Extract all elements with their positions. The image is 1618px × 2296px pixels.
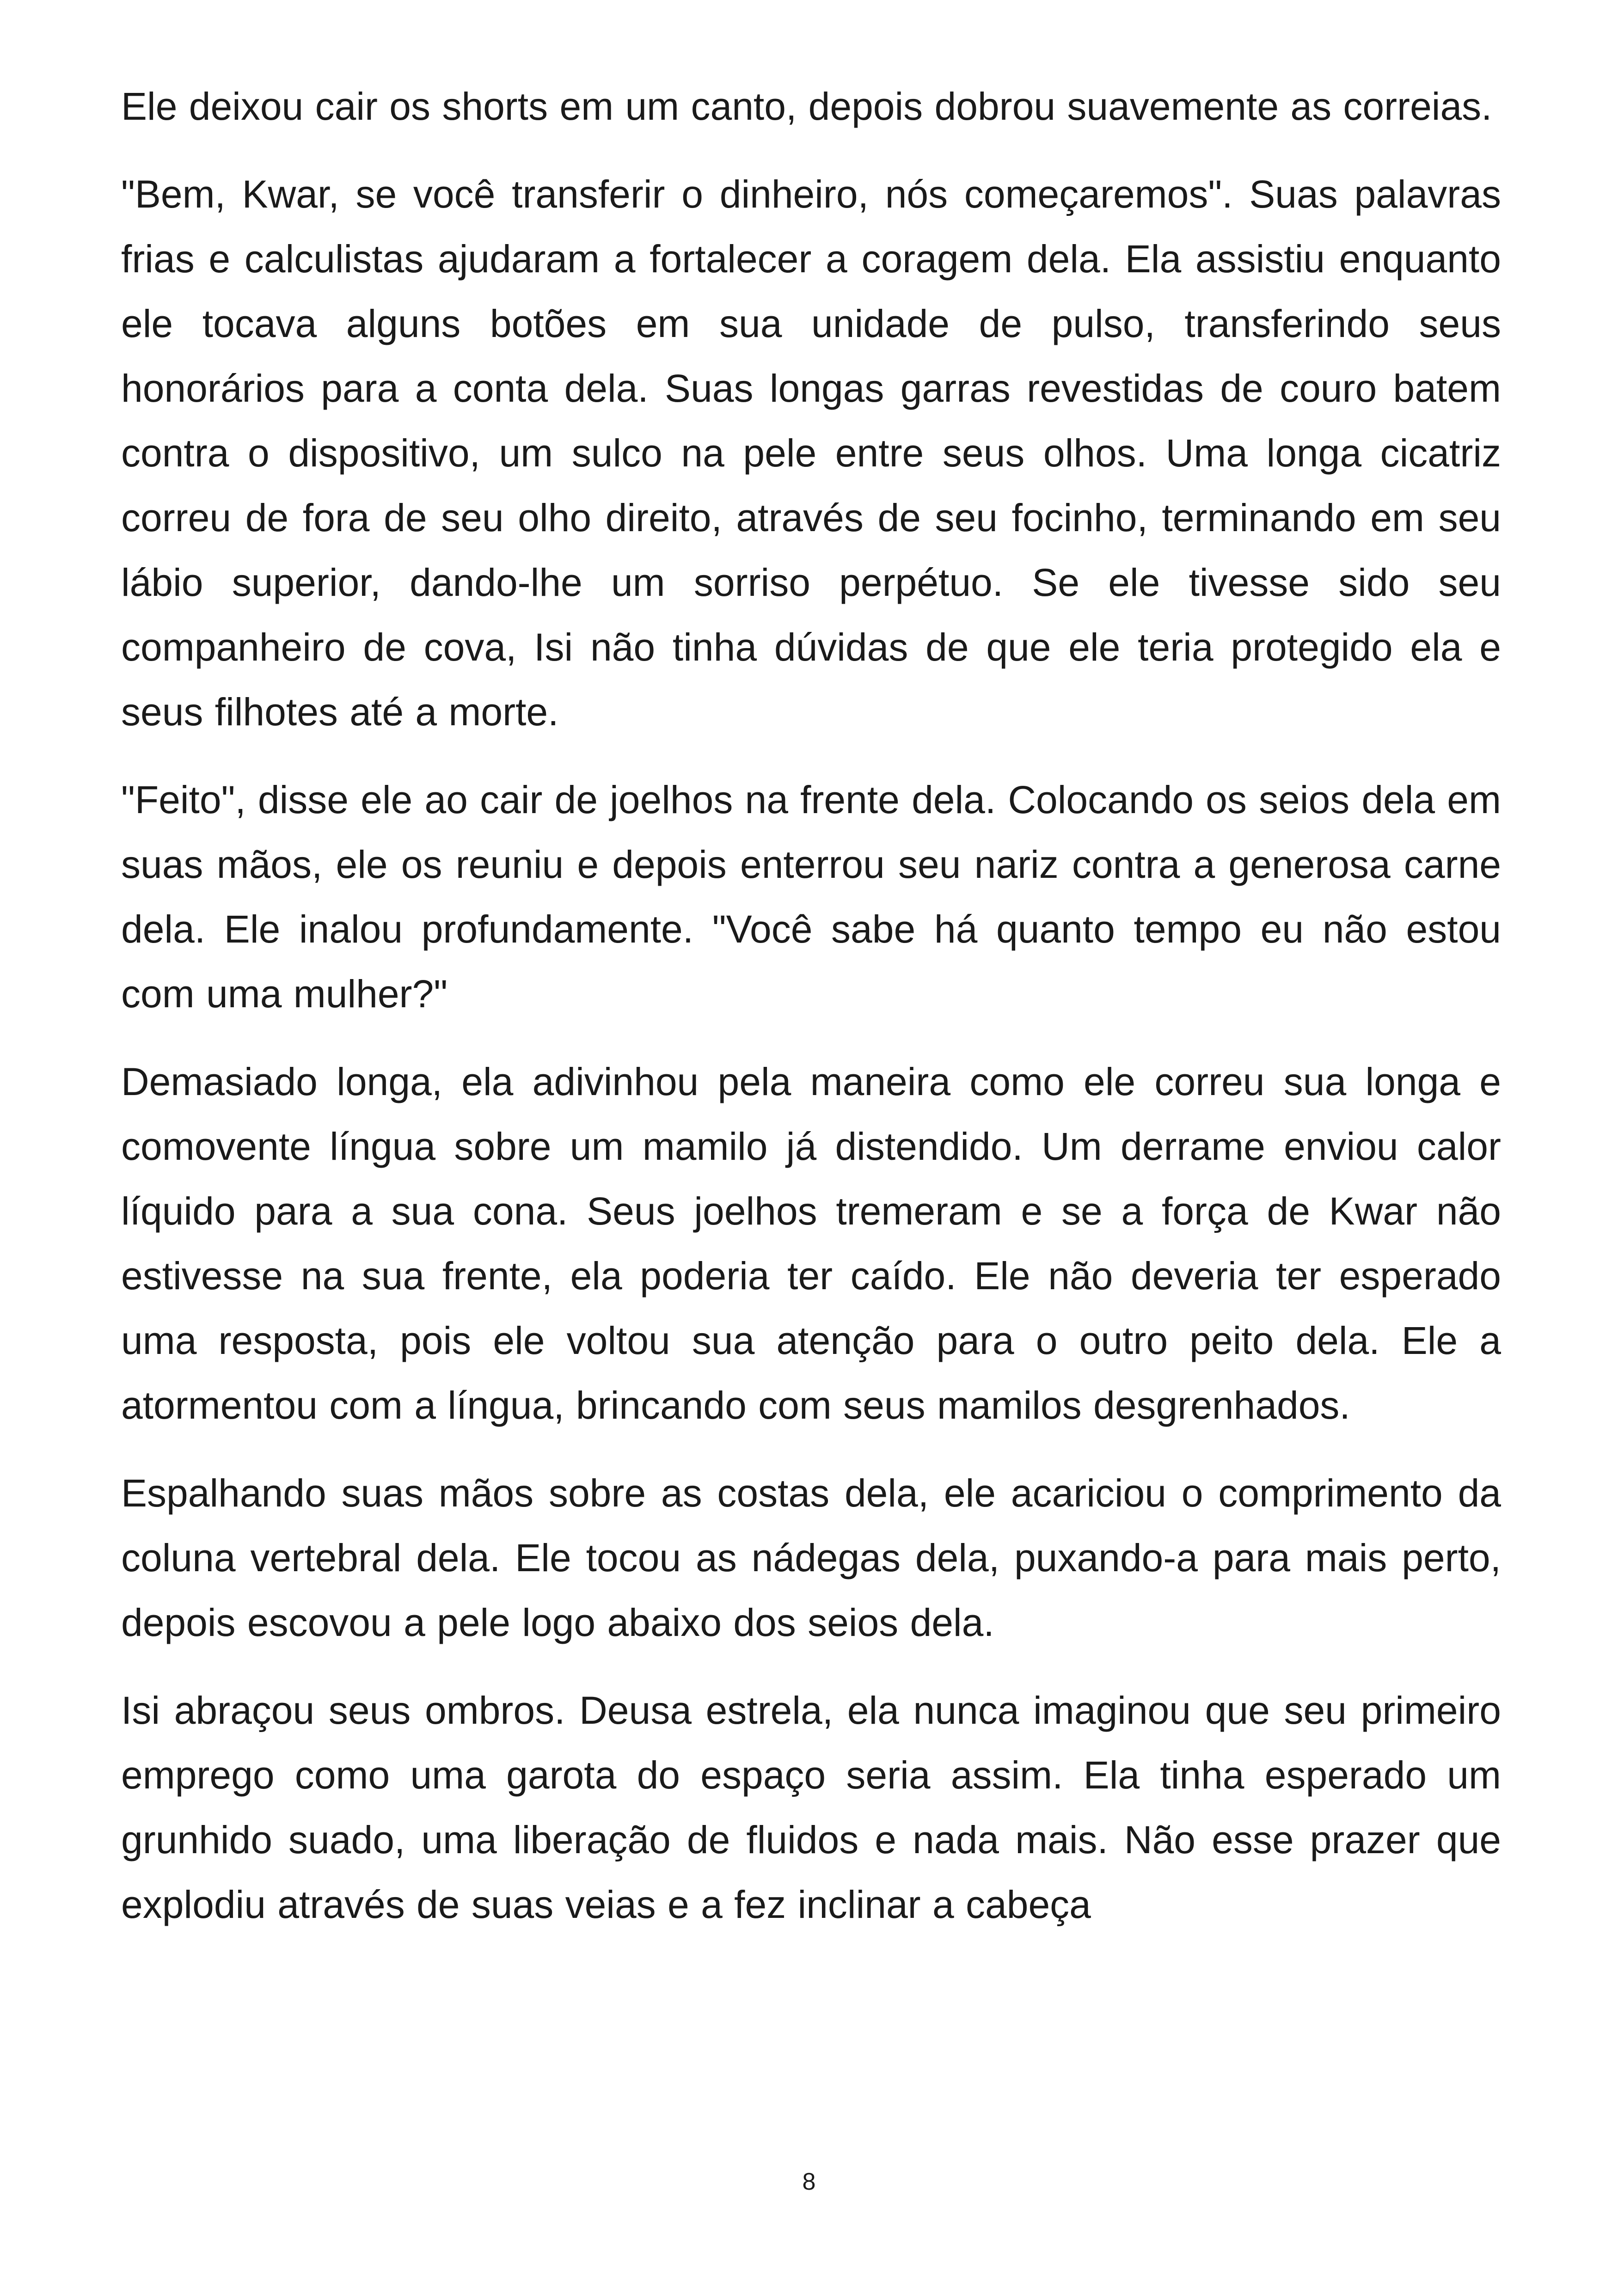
paragraph: Demasiado longa, ela adivinhou pela maneira como ele correu sua longa e comovente língua sobre um mamilo já distendido. Um derrame enviou calor líquido para a sua cona. Seus joelhos tremeram e se a força de Kwar não estivesse na sua frente, ela poderia ter caído. Ele não deveria ter esperado uma resposta, pois ele voltou sua atenção para o outro peito dela. Ele a atormentou com a língua, brincando com seus mamilos desgrenhados. xyxy=(121,1060,1501,1427)
paragraph: "Bem, Kwar, se você transferir o dinheiro, nós começaremos". Suas palavras frias e calculistas ajudaram a fortalecer a coragem dela. Ela assistiu enquanto ele tocava alguns botões em sua unidade de pulso, transferindo seus honorários para a conta dela. Suas longas garras revestidas de couro batem contra o dispositivo, um sulco na pele entre seus olhos. Uma longa cicatriz correu de fora de seu olho direito, através de seu focinho, terminando em seu lábio superior, dando-lhe um sorriso perpétuo. Se ele tivesse sido seu companheiro de cova, Isi não tinha dúvidas de que ele teria protegido ela e seus filhotes até a morte. xyxy=(121,172,1501,734)
paragraph: Ele deixou cair os shorts em um canto, depois dobrou suavemente as correias. xyxy=(121,85,1492,128)
paragraph: Espalhando suas mãos sobre as costas dela, ele acariciou o comprimento da coluna vertebral dela. Ele tocou as nádegas dela, puxando-a para mais perto, depois escovou a pele logo abaixo dos seios dela. xyxy=(121,1471,1501,1644)
paragraph: Isi abraçou seus ombros. Deusa estrela, ela nunca imaginou que seu primeiro emprego como uma garota do espaço seria assim. Ela tinha esperado um grunhido suado, uma liberação de fluidos e nada mais. Não esse prazer que explodiu através de suas veias e a fez inclinar a cabeça xyxy=(121,1689,1501,1926)
page-number: 8 xyxy=(802,2168,816,2195)
paragraph: "Feito", disse ele ao cair de joelhos na frente dela. Colocando os seios dela em suas mãos, ele os reuniu e depois enterrou seu nariz contra a generosa carne dela. Ele inalou profundamente. "Você sabe há quanto tempo eu não estou com uma mulher?" xyxy=(121,778,1501,1016)
page-body xyxy=(121,74,1501,1960)
